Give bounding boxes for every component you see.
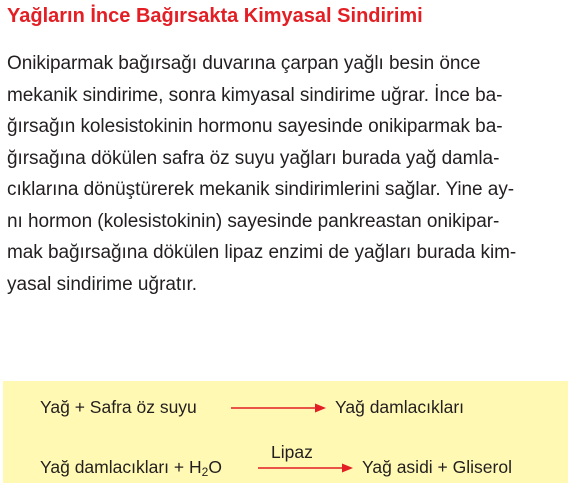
paragraph-line: ğırsağın kolesistokinin hormonu sayesinde onikiparmak ba-	[7, 116, 503, 137]
paragraph-line: mak bağırsağına dökülen lipaz enzimi de yağları burada kim-	[7, 242, 517, 263]
paragraph-line: Onikiparmak bağırsağı duvarına çarpan yağlı besin önce	[7, 53, 481, 74]
equation-2-reactants	[40, 457, 222, 479]
equation-2-reactants-text: Yağ damlacıkları + H	[40, 457, 202, 477]
paragraph-line: cıklarına dönüştürerek mekanik sindirimlerini sağlar. Yine ay-	[7, 179, 515, 200]
body-paragraph	[7, 48, 567, 300]
equation-1-reactants: Yağ + Safra öz suyu	[40, 397, 197, 417]
equation-2-products: Yağ asidi + Gliserol	[362, 457, 512, 477]
paragraph-line: nı hormon (kolesistokinin) sayesinde pankreastan onikipar-	[7, 210, 500, 232]
enzyme-label: Lipaz	[271, 442, 313, 462]
water-subscript: 2	[201, 465, 209, 479]
equation-1-products: Yağ damlacıkları	[335, 397, 465, 417]
equation-box	[3, 381, 568, 483]
section-heading: Yağların İnce Bağırsakta Kimyasal Sindirimi	[7, 5, 423, 27]
paragraph-line: mekanik sindirime, sonra kimyasal sindirime uğrar. İnce ba-	[7, 84, 503, 106]
reaction-arrow-icon	[231, 401, 326, 415]
paragraph-line: ğırsağına dökülen safra öz suyu yağları burada yağ damla-	[7, 147, 500, 169]
equation-2-reactants-suffix: O	[208, 457, 222, 477]
paragraph-line: yasal sindirime uğratır.	[7, 273, 198, 295]
reaction-arrow-icon	[258, 461, 353, 475]
